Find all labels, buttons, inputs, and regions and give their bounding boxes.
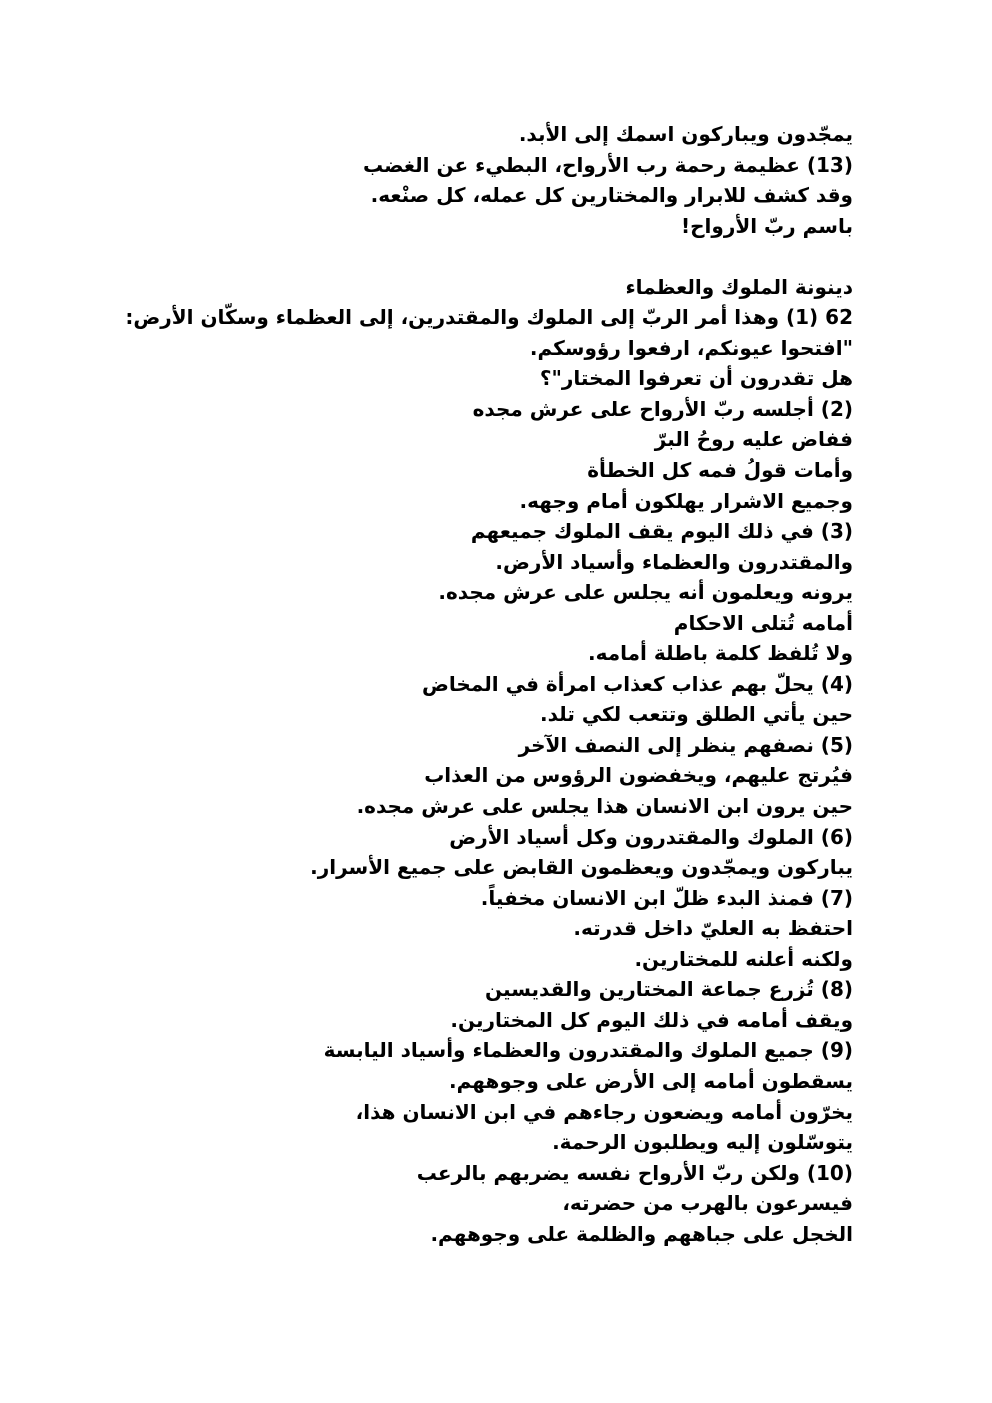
text-line: (3) في ذلك اليوم يقف الملوك جميعهم [470, 519, 853, 544]
blank-line [30, 241, 853, 272]
text-line: (6) الملوك والمقتدرون وكل أسياد الأرض [449, 824, 853, 849]
text-line: هل تقدرون أن تعرفوا المختار"؟ [539, 366, 853, 391]
text-line: (13) عظيمة رحمة رب الأرواح، البطيء عن الغضب [362, 152, 853, 177]
text-line: يمجّدون ويباركون اسمك إلى الأبد. [518, 122, 853, 146]
text-line: وقد كشف للابرار والمختارين كل عمله، كل صنْعه. [370, 183, 853, 208]
text-line: ولكنه أعلنه للمختارين. [634, 946, 853, 971]
text-line: ويقف أمامه في ذلك اليوم كل المختارين. [450, 1007, 853, 1032]
text-line: باسم ربّ الأرواح! [681, 213, 853, 238]
text-line: (9) جميع الملوك والمقتدرون والعظماء وأسياد اليابسة [323, 1038, 853, 1063]
text-line: حين يأتي الطلق وتتعب لكي تلد. [540, 702, 853, 727]
text-line: 62 (1) وهذا أمر الربّ إلى الملوك والمقتدرين، إلى العظماء وسكّان الأرض: [125, 305, 853, 330]
text-line: (5) نصفهم ينظر إلى النصف الآخر [518, 732, 853, 757]
text-line: يتوسّلون إليه ويطلبون الرحمة. [552, 1130, 853, 1155]
text-line: حين يرون ابن الانسان هذا يجلس على عرش مجده. [356, 794, 853, 819]
section-heading: دينونة الملوك والعظماء [625, 274, 853, 299]
text-line: (4) يحلّ بهم عذاب كعذاب امرأة في المخاض [422, 671, 853, 696]
text-line: فيُرتج عليهم، ويخفضون الرؤوس من العذاب [424, 763, 853, 788]
text-line: "افتحوا عيونكم، ارفعوا رؤوسكم. [529, 335, 853, 360]
text-line: احتفظ به العليّ داخل قدرته. [573, 916, 853, 941]
text-line: ففاض عليه روحُ البرّ [654, 427, 853, 452]
text-line: ولا تُلفظ كلمة باطلة أمامه. [588, 641, 853, 666]
text-line: الخجل على جباههم والظلمة على وجوههم. [430, 1221, 853, 1246]
text-line: وجميع الاشرار يهلكون أمام وجهه. [519, 488, 853, 513]
text-line: يباركون ويمجّدون ويعظمون القابض على جميع الأسرار. [310, 855, 853, 880]
text-line: (8) تُزرع جماعة المختارين والقديسين [485, 977, 853, 1002]
text-line: وأمات قولُ فمه كل الخطأة [587, 458, 853, 483]
text-line: يخرّون أمامه ويضعون رجاءهم في ابن الانسان هذا، [355, 1099, 853, 1124]
text-line: يرونه ويعلمون أنه يجلس على عرش مجده. [438, 580, 853, 605]
text-line: (7) فمنذ البدء ظلّ ابن الانسان مخفياً. [480, 885, 853, 910]
text-block [30, 119, 853, 1249]
text-line: (10) ولكن ربّ الأرواح نفسه يضربهم بالرعب [416, 1160, 853, 1185]
text-line: يسقطون أمامه إلى الأرض على وجوههم. [449, 1068, 853, 1093]
text-line: والمقتدرون والعظماء وأسياد الأرض. [495, 549, 853, 574]
text-line: أمامه تُتلى الاحكام [673, 610, 853, 635]
text-line: (2) أجلسه ربّ الأرواح على عرش مجده [472, 396, 853, 421]
text-line: فيسرعون بالهرب من حضرته، [562, 1191, 853, 1216]
